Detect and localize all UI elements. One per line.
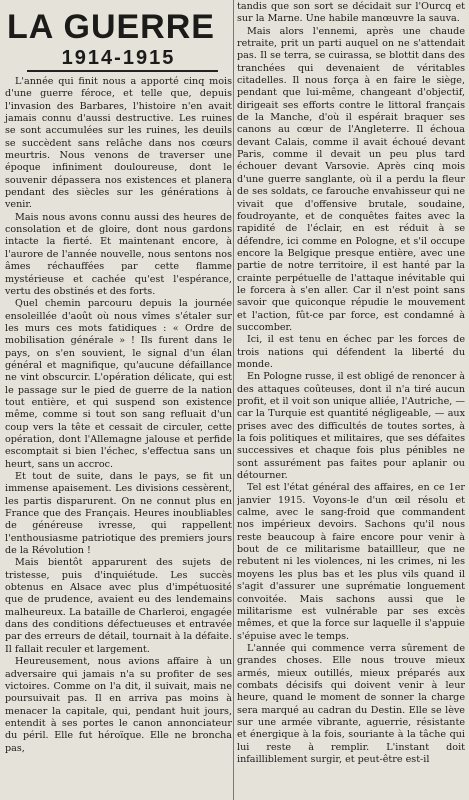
dates-text: 1914-1915: [61, 47, 176, 69]
paragraph: En Pologne russe, il est obligé de renoncer à des attaques coûteuses, dont il n'a tiré aucun profit, et il voit son unique alliée, l'Autriche, — car la Turquie est quantité négligeable, — aux prises avec des difficultés de toutes sortes, à la fois politiques et militaires, que ses défaites successives et chaque fois plus pénibles ne sont assurément pas faites pour aplanir ou détourner.: [237, 371, 465, 482]
column-divider: [233, 0, 234, 800]
paragraph: Ici, il est tenu en échec par les forces de trois nations qui défendent la liberté du monde.: [237, 334, 465, 370]
left-column: [0, 0, 232, 800]
paragraph: Mais bientôt apparurent des sujets de tristesse, puis d'inquiétude. Les succès obtenus en Alsace avec plus d'impétuosité que de prudence, avaient eu des lendemains malheureux. La bataille de Charleroi, engagée dans des conditions défectueuses et entravée par des erreurs de détail, tournait à la défaite. Il fallait reculer et largement.: [5, 557, 232, 655]
paragraph: Mais nous avons connu aussi des heures de consolation et de gloire, dont nous gardons intacte la fierté. Et maintenant encore, à l'aurore de l'année nouvelle, nous sentons nos âmes réchauffées par cette flamme mystérieuse et cachée qu'est l'espérance, vertu des obstinés et des forts.: [5, 211, 232, 297]
paragraph: Quel chemin parcouru depuis la journée ensoleillée d'août où nous vîmes s'étaler sur les murs ces mots fatidiques : « Ordre de mobilisation générale » ! Ils furent dans le pays, on s'en souvient, le signal d'un élan général et magnifique, qu'aucune défaillance ne vint obscurcir. L'opération délicate, qui est le passage sur le pied de guerre de la nation tout entière, et qui suspend son existence même, comme si tout son sang refluait d'un coup vers la tête et cessait de circuler, cette opération, dont l'Allemagne jalouse et perfide escomptait si bien l'échec, s'effectua sans un heurt, sans un accroc.: [5, 298, 232, 470]
paragraph: Tel est l'état général des affaires, en ce 1er janvier 1915. Voyons-le d'un œil résolu et calme, avec le sang-froid que commandent nos impérieux devoirs. Sachons qu'il nous reste beaucoup à faire encore pour venir à bout de ce militarisme bataillleur, que ne rebutent ni les violences, ni les crimes, ni les moyens les plus bas et les plus vils quand il s'agit d'assurer une suprématie longuement convoitée. Mais sachons aussi que le militarisme est vulnérable par ses excès mêmes, et que la force sur laquelle il s'appuie s'épuise avec le temps.: [237, 482, 465, 642]
paragraph: L'année qui finit nous a apporté cinq mois d'une guerre féroce, et telle que, depuis l'invasion des Barbares, l'histoire n'en avait jamais connu d'aussi destructive. Les ruines se sont accumulées sur les ruines, les deuils se succèdent sans relâche dans nos cœurs meurtris. Nous venons de traverser une époque infiniment douloureuse, dont le souvenir dépassera nos existences et planera pendant des siècles sur les générations à venir.: [5, 76, 232, 211]
right-column: [237, 0, 469, 800]
headline-dates: [5, 47, 232, 72]
paragraph: L'année qui commence verra sûrement de grandes choses. Elle nous trouve mieux armés, mieux outillés, mieux préparés aux combats décisifs qui doivent venir à leur heure, quand le moment de sonner la charge sera marqué au cadran du Destin. Elle se lève sur une armée vibrante, aguerrie, résistante et énergique à la fois, souriante à la tâche qui lui reste à remplir. L'instant doit infailliblement surgir, et peut-être est-il: [237, 642, 465, 765]
paragraph: Et tout de suite, dans le pays, se fit un immense apaisement. Les divisions cessèrent, les partis disparurent. On ne connut plus en France que des Français. Heures inoubliables de généreuse ivresse, qui rappellent l'enthousiasme patriotique des premiers jours de la Révolution !: [5, 471, 232, 557]
dates-underline: [27, 70, 218, 72]
paragraph: Mais alors l'ennemi, après une chaude retraite, prit un parti auquel on ne s'attendait pas. Il se terra, se cuirassa, se blottit dans des tranchées qui devenaient de véritables citadelles. Il nous força à en faire le siège, pendant que lui-même, changeant d'objectif, dirigeait ses efforts contre le littoral français de la Manche, d'où il espérait braquer ses canons au cœur de l'Angleterre. Il échoua devant Calais, comme il avait échoué devant Paris, comme il devait un peu plus tard échouer devant Varsovie. Après cinq mois d'une guerre sanglante, où il a perdu la fleur de ses soldats, ce farouche envahisseur qui ne vivait que d'offensive brutale, soudaine, foudroyante, et de conquêtes faites avec la rapidité de l'éclair, en est réduit à se défendre, ici comme en Pologne, et s'il occupe encore la Belgique presque entière, avec une partie de notre territoire, il est hanté par la crainte perpétuelle de l'attaque inévitable qui le forcera à s'en aller. Car il n'est point sans savoir que quiconque répudie le mouvement et l'action, fût-ce par force, est condamné à succomber.: [237, 25, 465, 333]
headline: LA GUERRE: [7, 8, 215, 46]
paragraph: Heureusement, nous avions affaire à un adversaire qui jamais n'a su profiter de ses victoires. Comme on l'a dit, il suivait, mais ne poursuivait pas. Il en arriva pas moins à menacer la capitale, qui, pendant huit jours, entendit à ses portes le canon annonciateur du péril. Elle fut héroïque. Elle ne broncha pas,: [5, 656, 232, 754]
paragraph: tandis que son sort se décidait sur l'Ourcq et sur la Marne. Une habile manœuvre la sauva.: [237, 1, 465, 25]
